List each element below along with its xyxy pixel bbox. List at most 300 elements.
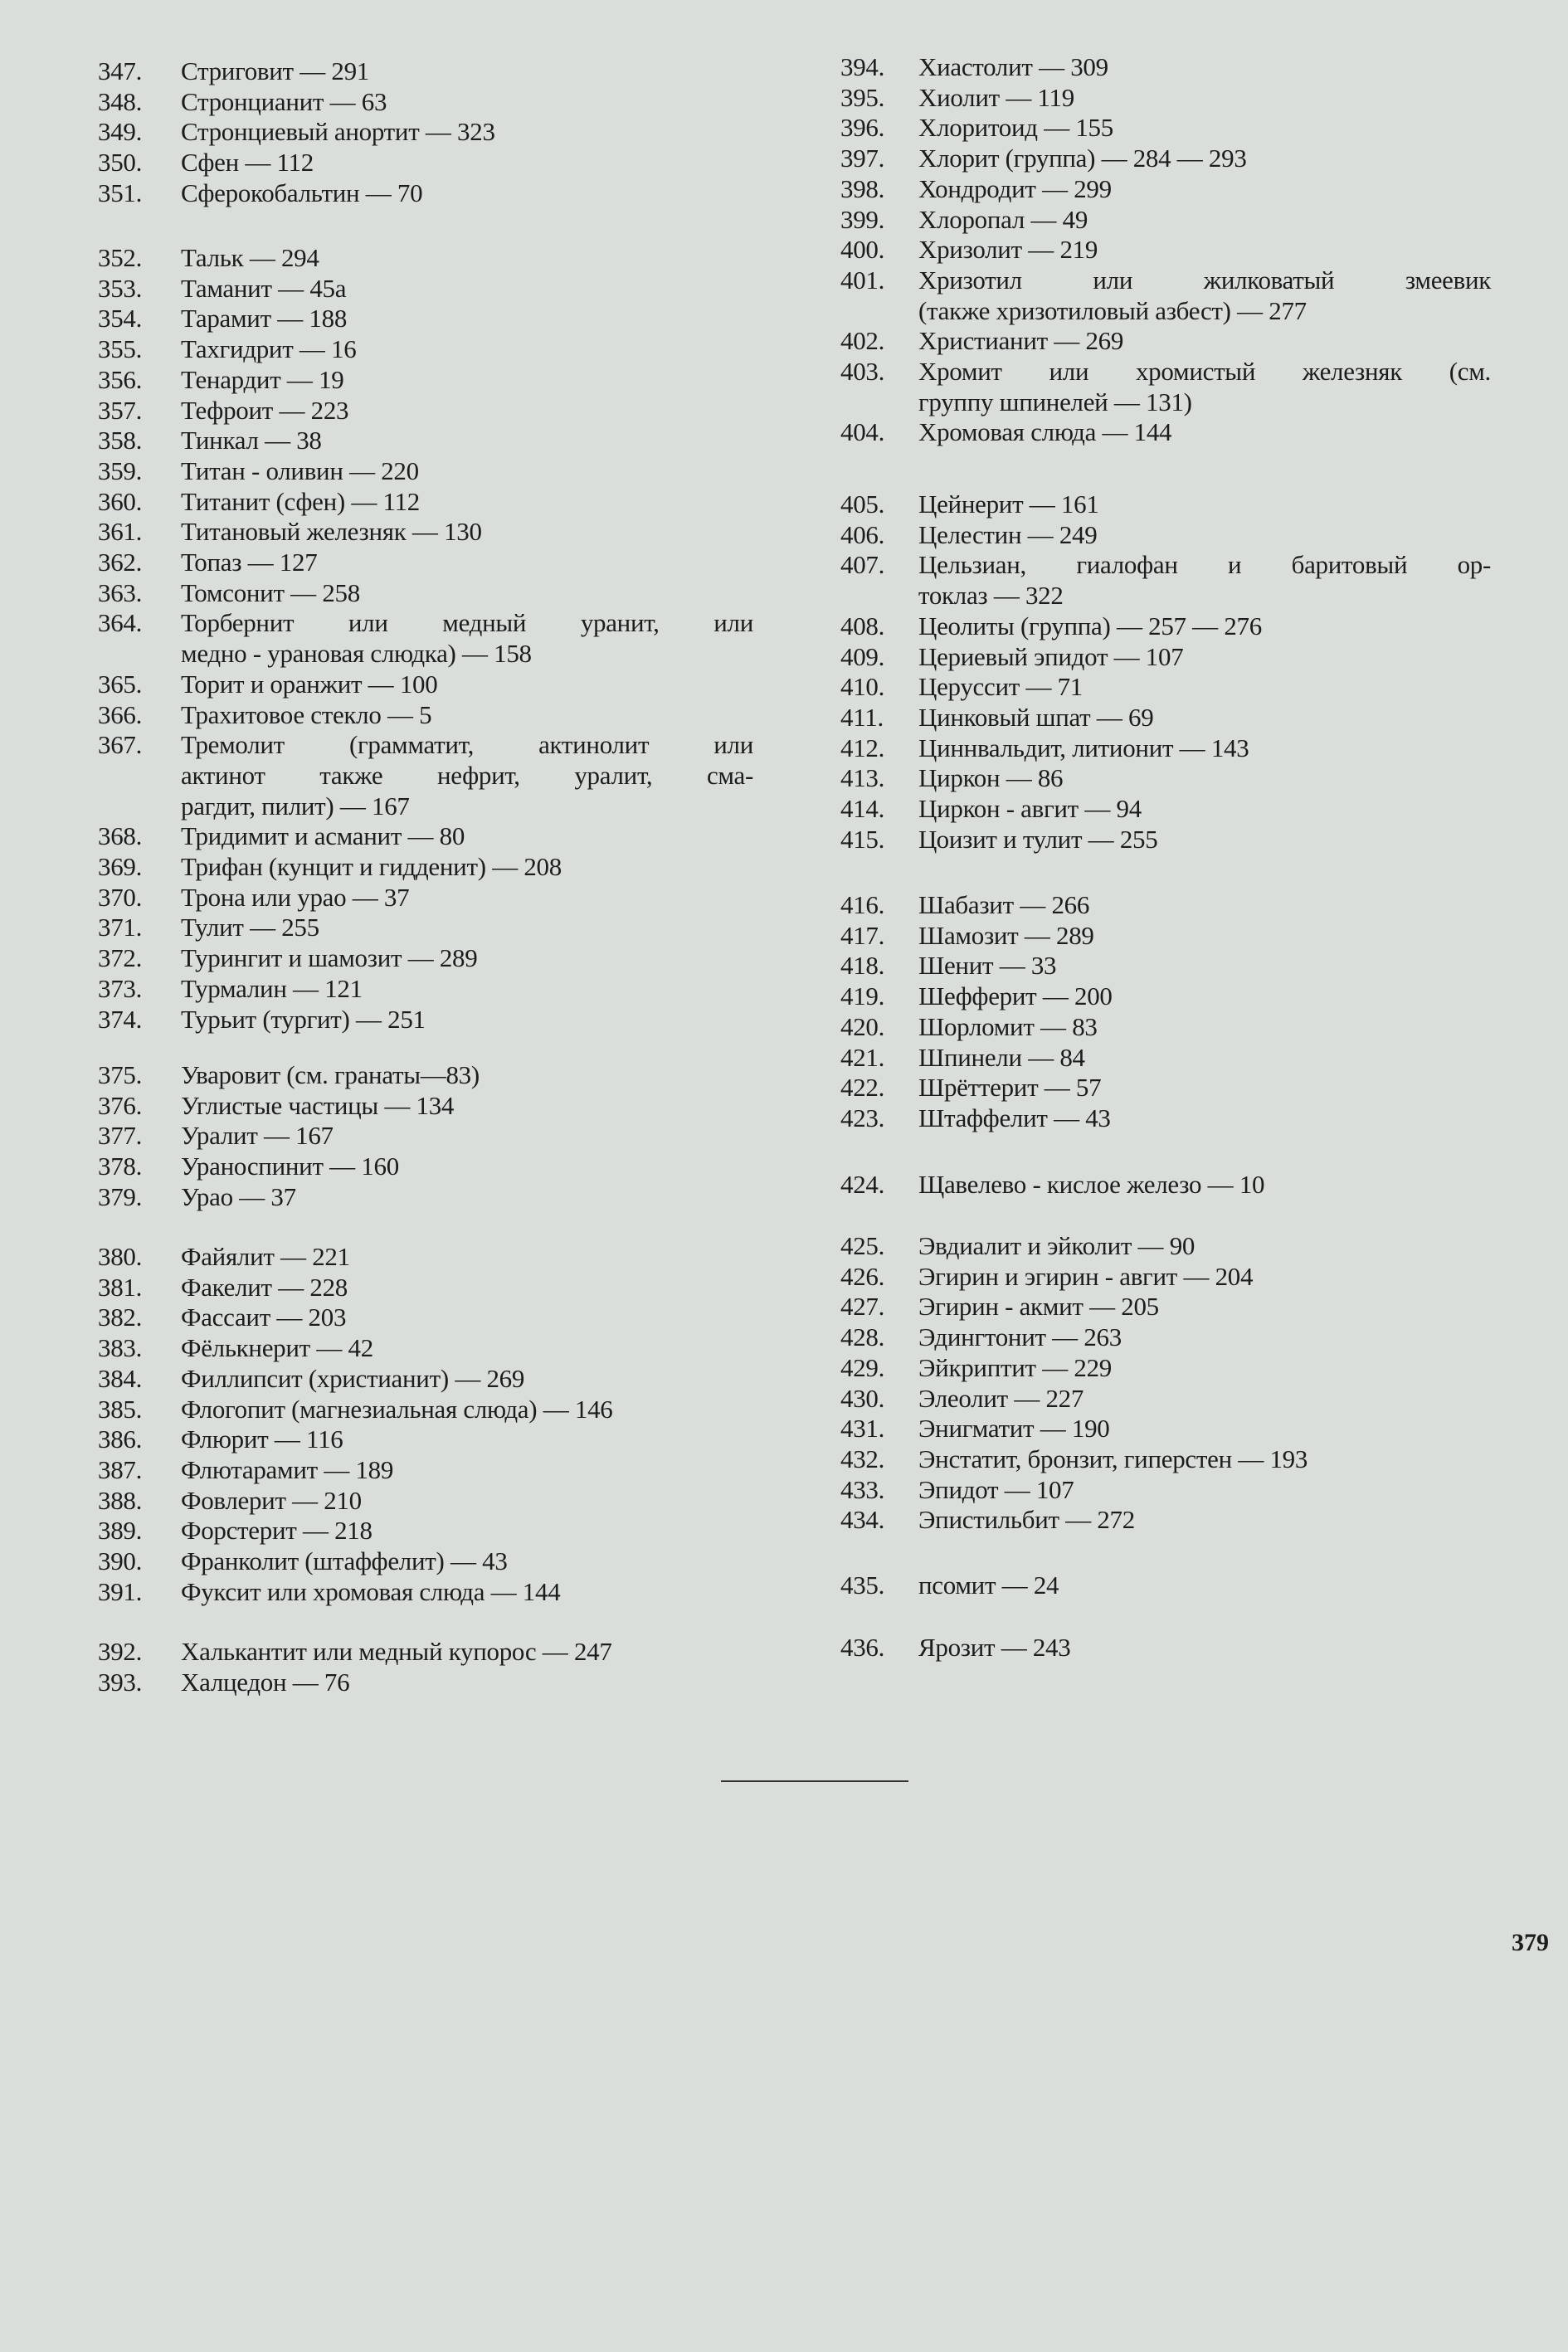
entry-line: Щавелево - кислое железо — 10 — [918, 1170, 1265, 1199]
entry-number: 381. — [98, 1272, 143, 1302]
entry-line: Факелит — 228 — [181, 1272, 348, 1302]
entry-line: Сфен — 112 — [181, 148, 314, 178]
entry-text — [181, 304, 753, 334]
entry-line: группу шпинелей — 131) — [918, 387, 1192, 416]
entry-line: Шабазит — 266 — [918, 890, 1090, 919]
entry-number: 410. — [840, 672, 885, 702]
entry-line: Цоизит и тулит — 255 — [918, 824, 1158, 854]
entry-text — [181, 1091, 753, 1122]
entry-number: 380. — [98, 1242, 143, 1271]
entry-number: 404. — [840, 417, 885, 447]
index-entry — [98, 548, 753, 578]
entry-number: 413. — [840, 763, 885, 793]
entry-line: Трахитовое стекло — 5 — [181, 699, 432, 729]
entry-text — [918, 489, 1491, 520]
entry-number: 425. — [840, 1231, 885, 1260]
entry-text — [181, 117, 753, 148]
entry-text — [918, 265, 1491, 326]
entry-number: 406. — [840, 519, 885, 549]
entry-text — [181, 274, 753, 304]
entry-number: 362. — [98, 548, 143, 577]
index-entry — [98, 1486, 753, 1517]
index-entry — [98, 974, 753, 1005]
entry-line: Турингит и шамозит — 289 — [181, 943, 478, 973]
entry-text — [181, 56, 753, 87]
entry-line: Стриговит — 291 — [181, 56, 370, 85]
entry-line: Хондродит — 299 — [918, 173, 1112, 203]
entry-line: Тридимит и асманит — 80 — [181, 821, 465, 851]
entry-number: 419. — [840, 981, 885, 1011]
entry-line: Эвдиалит и эйколит — 90 — [918, 1231, 1195, 1260]
index-entry — [98, 1455, 753, 1486]
entry-text — [181, 1364, 753, 1395]
entry-text — [181, 1005, 753, 1035]
section-divider — [721, 1780, 908, 1782]
entry-line: Титанит (сфен) — 112 — [181, 486, 420, 516]
index-entry — [840, 417, 1491, 448]
entry-line: Хризотил или жилковатый змеевик — [918, 265, 1491, 295]
entry-text — [181, 1121, 753, 1152]
entry-number: 378. — [98, 1152, 143, 1181]
entry-text — [181, 365, 753, 396]
index-entry — [98, 852, 753, 883]
index-entry — [840, 672, 1491, 703]
entry-number: 372. — [98, 943, 143, 973]
entry-number: 353. — [98, 273, 143, 303]
entry-line: Флюрит — 116 — [181, 1424, 343, 1454]
entry-line: Стронцианит — 63 — [181, 86, 387, 116]
index-entry — [840, 205, 1491, 236]
entry-line: Фуксит или хромовая слюда — 144 — [181, 1576, 561, 1606]
entry-line: Турмалин — 121 — [181, 973, 363, 1003]
index-entry — [98, 1637, 753, 1668]
entry-line: псомит — 24 — [918, 1570, 1059, 1600]
entry-text — [181, 1455, 753, 1486]
entry-text — [181, 1152, 753, 1182]
index-group — [840, 890, 1491, 1134]
entry-text — [918, 611, 1491, 642]
entry-number: 350. — [98, 148, 143, 178]
entry-text — [918, 1043, 1491, 1074]
index-entry — [98, 700, 753, 731]
entry-text — [918, 1475, 1491, 1506]
entry-text — [918, 921, 1491, 952]
entry-text — [918, 52, 1491, 83]
index-entry — [840, 1505, 1491, 1536]
entry-text — [918, 703, 1491, 733]
entry-text — [918, 113, 1491, 144]
index-entry — [840, 890, 1491, 921]
entry-number: 375. — [98, 1060, 143, 1089]
index-entry — [840, 1322, 1491, 1353]
entry-number: 420. — [840, 1011, 885, 1041]
index-entry — [840, 174, 1491, 205]
entry-line: Хлоритоид — 155 — [918, 113, 1113, 143]
entry-number: 418. — [840, 951, 885, 981]
index-entry — [98, 243, 753, 274]
entry-text — [181, 821, 753, 852]
entry-text — [181, 852, 753, 883]
entry-number: 364. — [98, 608, 143, 638]
entry-text — [181, 87, 753, 118]
index-entry — [98, 87, 753, 118]
entry-number: 354. — [98, 304, 143, 334]
entry-number: 396. — [840, 113, 885, 143]
entry-number: 363. — [98, 577, 143, 607]
entry-text — [181, 670, 753, 700]
entry-number: 393. — [98, 1667, 143, 1697]
entry-text — [918, 672, 1491, 703]
entry-text — [181, 883, 753, 913]
entry-number: 422. — [840, 1073, 885, 1103]
entry-number: 369. — [98, 852, 143, 882]
entry-number: 351. — [98, 178, 143, 207]
entry-number: 358. — [98, 426, 143, 455]
entry-number: 360. — [98, 486, 143, 516]
entry-text — [181, 974, 753, 1005]
index-entry — [840, 144, 1491, 174]
entry-text — [181, 178, 753, 209]
entry-line: Шрёттерит — 57 — [918, 1073, 1102, 1103]
index-group — [840, 1170, 1491, 1200]
entry-line: Хромовая слюда — 144 — [918, 417, 1172, 447]
entry-text — [918, 733, 1491, 764]
entry-line: Тахгидрит — 16 — [181, 334, 357, 364]
page-number: 379 — [1512, 1929, 1549, 1956]
entry-line: Энигматит — 190 — [918, 1414, 1110, 1444]
entry-number: 348. — [98, 86, 143, 116]
entry-text — [918, 550, 1491, 611]
entry-line: Фассаит — 203 — [181, 1303, 347, 1332]
index-entry — [840, 703, 1491, 733]
entry-number: 415. — [840, 824, 885, 854]
entry-line: Цериевый эпидот — 107 — [918, 641, 1184, 671]
index-entry — [98, 56, 753, 87]
entry-number: 391. — [98, 1576, 143, 1606]
entry-number: 352. — [98, 243, 143, 272]
index-entry — [840, 52, 1491, 83]
index-entry — [98, 487, 753, 518]
index-entry — [98, 1395, 753, 1425]
entry-number: 429. — [840, 1352, 885, 1382]
entry-line: Шенит — 33 — [918, 951, 1057, 981]
index-entry — [840, 1012, 1491, 1043]
entry-text — [918, 981, 1491, 1012]
entry-text — [918, 1262, 1491, 1293]
entry-line: Томсонит — 258 — [181, 577, 360, 607]
index-group — [98, 1242, 753, 1607]
index-group — [840, 1633, 1491, 1663]
index-entry — [98, 1577, 753, 1608]
entry-text — [181, 148, 753, 178]
entry-line: Эгирин - акмит — 205 — [918, 1292, 1159, 1322]
entry-line: Шамозит — 289 — [918, 920, 1094, 950]
entry-number: 373. — [98, 973, 143, 1003]
entry-line: Таманит — 45а — [181, 273, 347, 303]
index-entry — [98, 1516, 753, 1546]
index-entry — [840, 1073, 1491, 1103]
index-entry — [840, 1384, 1491, 1415]
entry-text — [918, 83, 1491, 114]
index-entry — [840, 951, 1491, 981]
entry-line: Шорломит — 83 — [918, 1011, 1098, 1041]
entry-line: актинот также нефрит, уралит, сма- — [181, 760, 753, 790]
entry-line: Эпидот — 107 — [918, 1474, 1074, 1504]
index-entry — [840, 489, 1491, 520]
entry-line: Торбернит или медный уранит, или — [181, 608, 753, 638]
entry-line: Халцедон — 76 — [181, 1667, 350, 1697]
index-entry — [840, 642, 1491, 673]
entry-number: 431. — [840, 1414, 885, 1444]
index-group — [840, 489, 1491, 855]
index-entry — [840, 520, 1491, 551]
entry-line: Элеолит — 227 — [918, 1383, 1084, 1413]
entry-text — [181, 426, 753, 456]
index-entry — [840, 1103, 1491, 1134]
entry-text — [181, 456, 753, 487]
entry-number: 356. — [98, 364, 143, 394]
entry-line: Фовлерит — 210 — [181, 1485, 362, 1515]
entry-line: Турьит (тургит) — 251 — [181, 1004, 426, 1034]
index-entry — [840, 113, 1491, 144]
entry-text — [918, 205, 1491, 236]
entry-number: 357. — [98, 395, 143, 425]
entry-line: Хиастолит — 309 — [918, 52, 1108, 81]
entry-text — [181, 913, 753, 943]
index-entry — [840, 1262, 1491, 1293]
entry-number: 427. — [840, 1292, 885, 1322]
entry-line: Файялит — 221 — [181, 1242, 350, 1271]
entry-text — [918, 520, 1491, 551]
entry-text — [181, 1395, 753, 1425]
index-entry — [840, 550, 1491, 611]
entry-line: (также хризотиловый азбест) — 277 — [918, 295, 1307, 325]
entry-number: 383. — [98, 1333, 143, 1363]
entry-text — [181, 578, 753, 609]
entry-text — [918, 1292, 1491, 1322]
entry-number: 405. — [840, 489, 885, 519]
index-group — [98, 243, 753, 1035]
entry-line: Урао — 37 — [181, 1181, 296, 1211]
index-group — [98, 1060, 753, 1213]
index-entry — [840, 794, 1491, 825]
index-entry — [98, 883, 753, 913]
entry-text — [918, 1444, 1491, 1475]
index-entry — [840, 326, 1491, 357]
entry-number: 388. — [98, 1485, 143, 1515]
entry-number: 374. — [98, 1004, 143, 1034]
entry-number: 359. — [98, 455, 143, 485]
entry-number: 392. — [98, 1637, 143, 1666]
entry-text — [918, 794, 1491, 825]
entry-text — [918, 1322, 1491, 1353]
entry-number: 433. — [840, 1474, 885, 1504]
index-entry — [840, 1292, 1491, 1322]
entry-text — [918, 1170, 1491, 1200]
entry-line: Уралит — 167 — [181, 1121, 334, 1151]
index-entry — [840, 1170, 1491, 1200]
index-entry — [840, 825, 1491, 855]
entry-text — [918, 1570, 1491, 1601]
entry-line: Хлорит (группа) — 284 — 293 — [918, 144, 1247, 173]
entry-number: 402. — [840, 326, 885, 356]
entry-line: Уваровит (см. гранаты—83) — [181, 1060, 480, 1089]
entry-line: Флютарамит — 189 — [181, 1454, 394, 1484]
entry-text — [918, 825, 1491, 855]
index-entry — [840, 611, 1491, 642]
index-group — [840, 52, 1491, 448]
entry-text — [181, 608, 753, 669]
entry-text — [918, 1414, 1491, 1444]
entry-line: Эйкриптит — 229 — [918, 1352, 1112, 1382]
index-entry — [840, 1444, 1491, 1475]
index-entry — [98, 117, 753, 148]
entry-text — [181, 548, 753, 578]
entry-line: Форстерит — 218 — [181, 1516, 373, 1546]
index-group — [98, 1637, 753, 1697]
entry-line: Энстатит, бронзит, гиперстен — 193 — [918, 1444, 1308, 1473]
entry-number: 409. — [840, 641, 885, 671]
entry-line: Ураноспинит — 160 — [181, 1152, 399, 1181]
index-entry — [98, 517, 753, 548]
entry-number: 371. — [98, 913, 143, 942]
entry-text — [918, 642, 1491, 673]
entry-number: 365. — [98, 669, 143, 699]
entry-number: 408. — [840, 611, 885, 640]
entry-number: 379. — [98, 1181, 143, 1211]
entry-text — [918, 1353, 1491, 1384]
entry-line: Тарамит — 188 — [181, 304, 348, 334]
entry-text — [918, 1012, 1491, 1043]
entry-line: медно - урановая слюдка) — 158 — [181, 639, 532, 669]
entry-text — [181, 730, 753, 821]
index-entry — [98, 913, 753, 943]
index-entry — [98, 670, 753, 700]
entry-line: Тефроит — 223 — [181, 395, 349, 425]
entry-number: 395. — [840, 82, 885, 112]
index-entry — [98, 1121, 753, 1152]
entry-number: 428. — [840, 1322, 885, 1352]
index-entry — [98, 1668, 753, 1698]
entry-number: 382. — [98, 1303, 143, 1332]
entry-number: 355. — [98, 334, 143, 364]
index-entry — [98, 334, 753, 365]
entry-number: 421. — [840, 1042, 885, 1072]
entry-text — [181, 1668, 753, 1698]
entry-line: Титан - оливин — 220 — [181, 455, 419, 485]
entry-number: 411. — [840, 702, 884, 732]
entry-line: Титановый железняк — 130 — [181, 517, 482, 547]
entry-line: Тремолит (грамматит, актинолит или — [181, 730, 753, 760]
entry-line: Эдингтонит — 263 — [918, 1322, 1122, 1352]
entry-line: токлаз — 322 — [918, 581, 1064, 611]
index-group — [840, 1570, 1491, 1601]
entry-line: Тинкал — 38 — [181, 426, 322, 455]
entry-text — [181, 396, 753, 426]
entry-text — [918, 1231, 1491, 1262]
entry-line: Церуссит — 71 — [918, 672, 1083, 702]
entry-text — [918, 1633, 1491, 1663]
entry-text — [918, 357, 1491, 417]
entry-number: 412. — [840, 733, 885, 762]
entry-number: 414. — [840, 794, 885, 824]
entry-number: 407. — [840, 550, 885, 580]
entry-number: 394. — [840, 52, 885, 81]
entry-line: Цельзиан, гиалофан и баритовый ор- — [918, 550, 1491, 580]
entry-line: Цейнерит — 161 — [918, 489, 1099, 519]
entry-line: Циркон - авгит — 94 — [918, 794, 1142, 824]
entry-line: Хризолит — 219 — [918, 235, 1098, 265]
entry-text — [181, 1637, 753, 1668]
entry-number: 384. — [98, 1363, 143, 1393]
index-entry — [98, 456, 753, 487]
entry-line: Трона или урао — 37 — [181, 882, 410, 912]
index-group — [98, 56, 753, 209]
entry-line: Штаффелит — 43 — [918, 1103, 1111, 1132]
entry-number: 399. — [840, 204, 885, 234]
entry-number: 385. — [98, 1394, 143, 1424]
index-entry — [98, 1424, 753, 1455]
entry-line: Углистые частицы — 134 — [181, 1090, 455, 1120]
entry-number: 436. — [840, 1633, 885, 1662]
entry-number: 370. — [98, 882, 143, 912]
index-entry — [840, 763, 1491, 794]
entry-text — [181, 1546, 753, 1577]
entry-line: Стронциевый анортит — 323 — [181, 117, 495, 147]
index-entry — [840, 1475, 1491, 1506]
entry-line: Фёлькнерит — 42 — [181, 1333, 373, 1363]
index-entry — [840, 1353, 1491, 1384]
index-entry — [98, 943, 753, 974]
entry-line: Сферокобальтин — 70 — [181, 178, 423, 207]
entry-number: 387. — [98, 1454, 143, 1484]
entry-text — [918, 1103, 1491, 1134]
index-entry — [840, 1043, 1491, 1074]
entry-line: Флогопит (магнезиальная слюда) — 146 — [181, 1394, 613, 1424]
entry-text — [918, 326, 1491, 357]
entry-number: 403. — [840, 357, 885, 387]
entry-text — [918, 417, 1491, 448]
entry-line: Трифан (кунцит и гидденит) — 208 — [181, 852, 562, 882]
entry-line: Шпинели — 84 — [918, 1042, 1085, 1072]
entry-line: Франколит (штаффелит) — 43 — [181, 1546, 508, 1576]
index-entry — [98, 426, 753, 456]
entry-line: Филлипсит (христианит) — 269 — [181, 1363, 525, 1393]
index-entry — [98, 365, 753, 396]
entry-text — [181, 1424, 753, 1455]
entry-number: 397. — [840, 144, 885, 173]
entry-line: Хромит или хромистый железняк (см. — [918, 357, 1491, 387]
entry-text — [918, 1073, 1491, 1103]
index-entry — [98, 1091, 753, 1122]
index-entry — [98, 1152, 753, 1182]
entry-number: 400. — [840, 235, 885, 265]
entry-number: 361. — [98, 517, 143, 547]
entry-text — [181, 1303, 753, 1333]
index-entry — [98, 1364, 753, 1395]
entry-text — [918, 235, 1491, 265]
entry-number: 398. — [840, 173, 885, 203]
index-entry — [98, 1182, 753, 1213]
index-entry — [840, 1570, 1491, 1601]
entry-text — [918, 890, 1491, 921]
entry-text — [181, 1577, 753, 1608]
entry-line: Циркон — 86 — [918, 763, 1064, 793]
entry-line: Тальк — 294 — [181, 243, 319, 272]
index-entry — [98, 608, 753, 669]
index-entry — [98, 274, 753, 304]
index-entry — [98, 1273, 753, 1303]
